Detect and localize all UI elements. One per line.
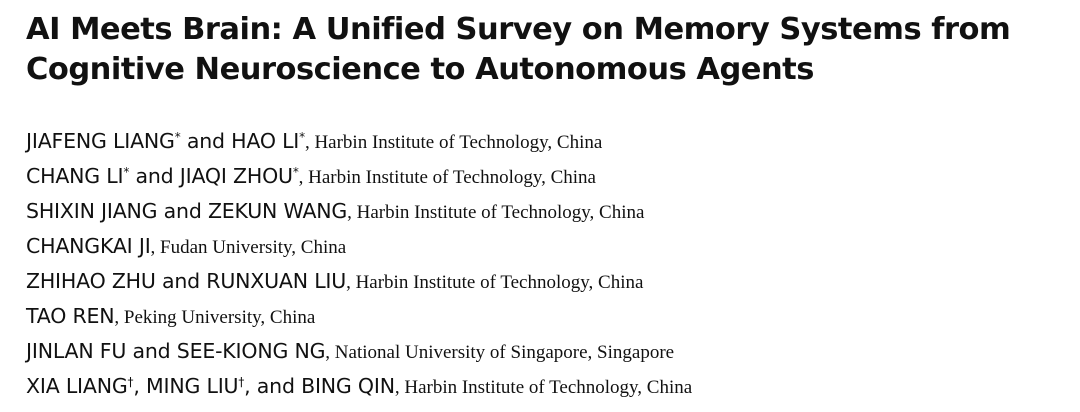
author-names: JINLAN FU and SEE-KIONG NG [26,339,326,363]
author-affiliation: , Harbin Institute of Technology, China [347,202,645,223]
author-names: SHIXIN JIANG and ZEKUN WANG [26,199,348,223]
paper-header [26,10,1076,404]
author-affiliation: , Harbin Institute of Technology, China [304,132,603,153]
author-line-4 [26,229,1076,264]
author-names: CHANG LI* and JIAQI ZHOU* [26,164,299,188]
author-line-7 [26,334,1076,369]
author-line-6 [26,299,1076,334]
author-names: JIAFENG LIANG* and HAO LI* [26,129,305,153]
author-names: CHANGKAI JI [26,234,151,258]
author-names: XIA LIANG†, MING LIU†, and BING QIN [26,374,395,398]
author-line-5 [26,264,1076,299]
author-affiliation: , National University of Singapore, Singapore [325,342,675,363]
author-affiliation: , Harbin Institute of Technology, China [346,272,644,293]
title-line-1: AI Meets Brain: A Unified Survey on Memory Systems from [26,12,1011,47]
author-line-3 [26,194,1076,229]
author-list [26,124,1076,404]
author-affiliation: , Peking University, China [114,307,316,328]
author-line-8 [26,369,1076,404]
paper-title [26,10,1076,90]
author-affiliation: , Fudan University, China [150,237,347,258]
author-names: TAO REN [26,304,115,328]
author-affiliation: , Harbin Institute of Technology, China [298,167,596,188]
author-names: ZHIHAO ZHU and RUNXUAN LIU [26,269,347,293]
author-line-2 [26,159,1076,194]
author-affiliation: , Harbin Institute of Technology, China [394,377,693,398]
author-line-1 [26,124,1076,159]
title-line-2: Cognitive Neuroscience to Autonomous Agents [26,52,814,87]
